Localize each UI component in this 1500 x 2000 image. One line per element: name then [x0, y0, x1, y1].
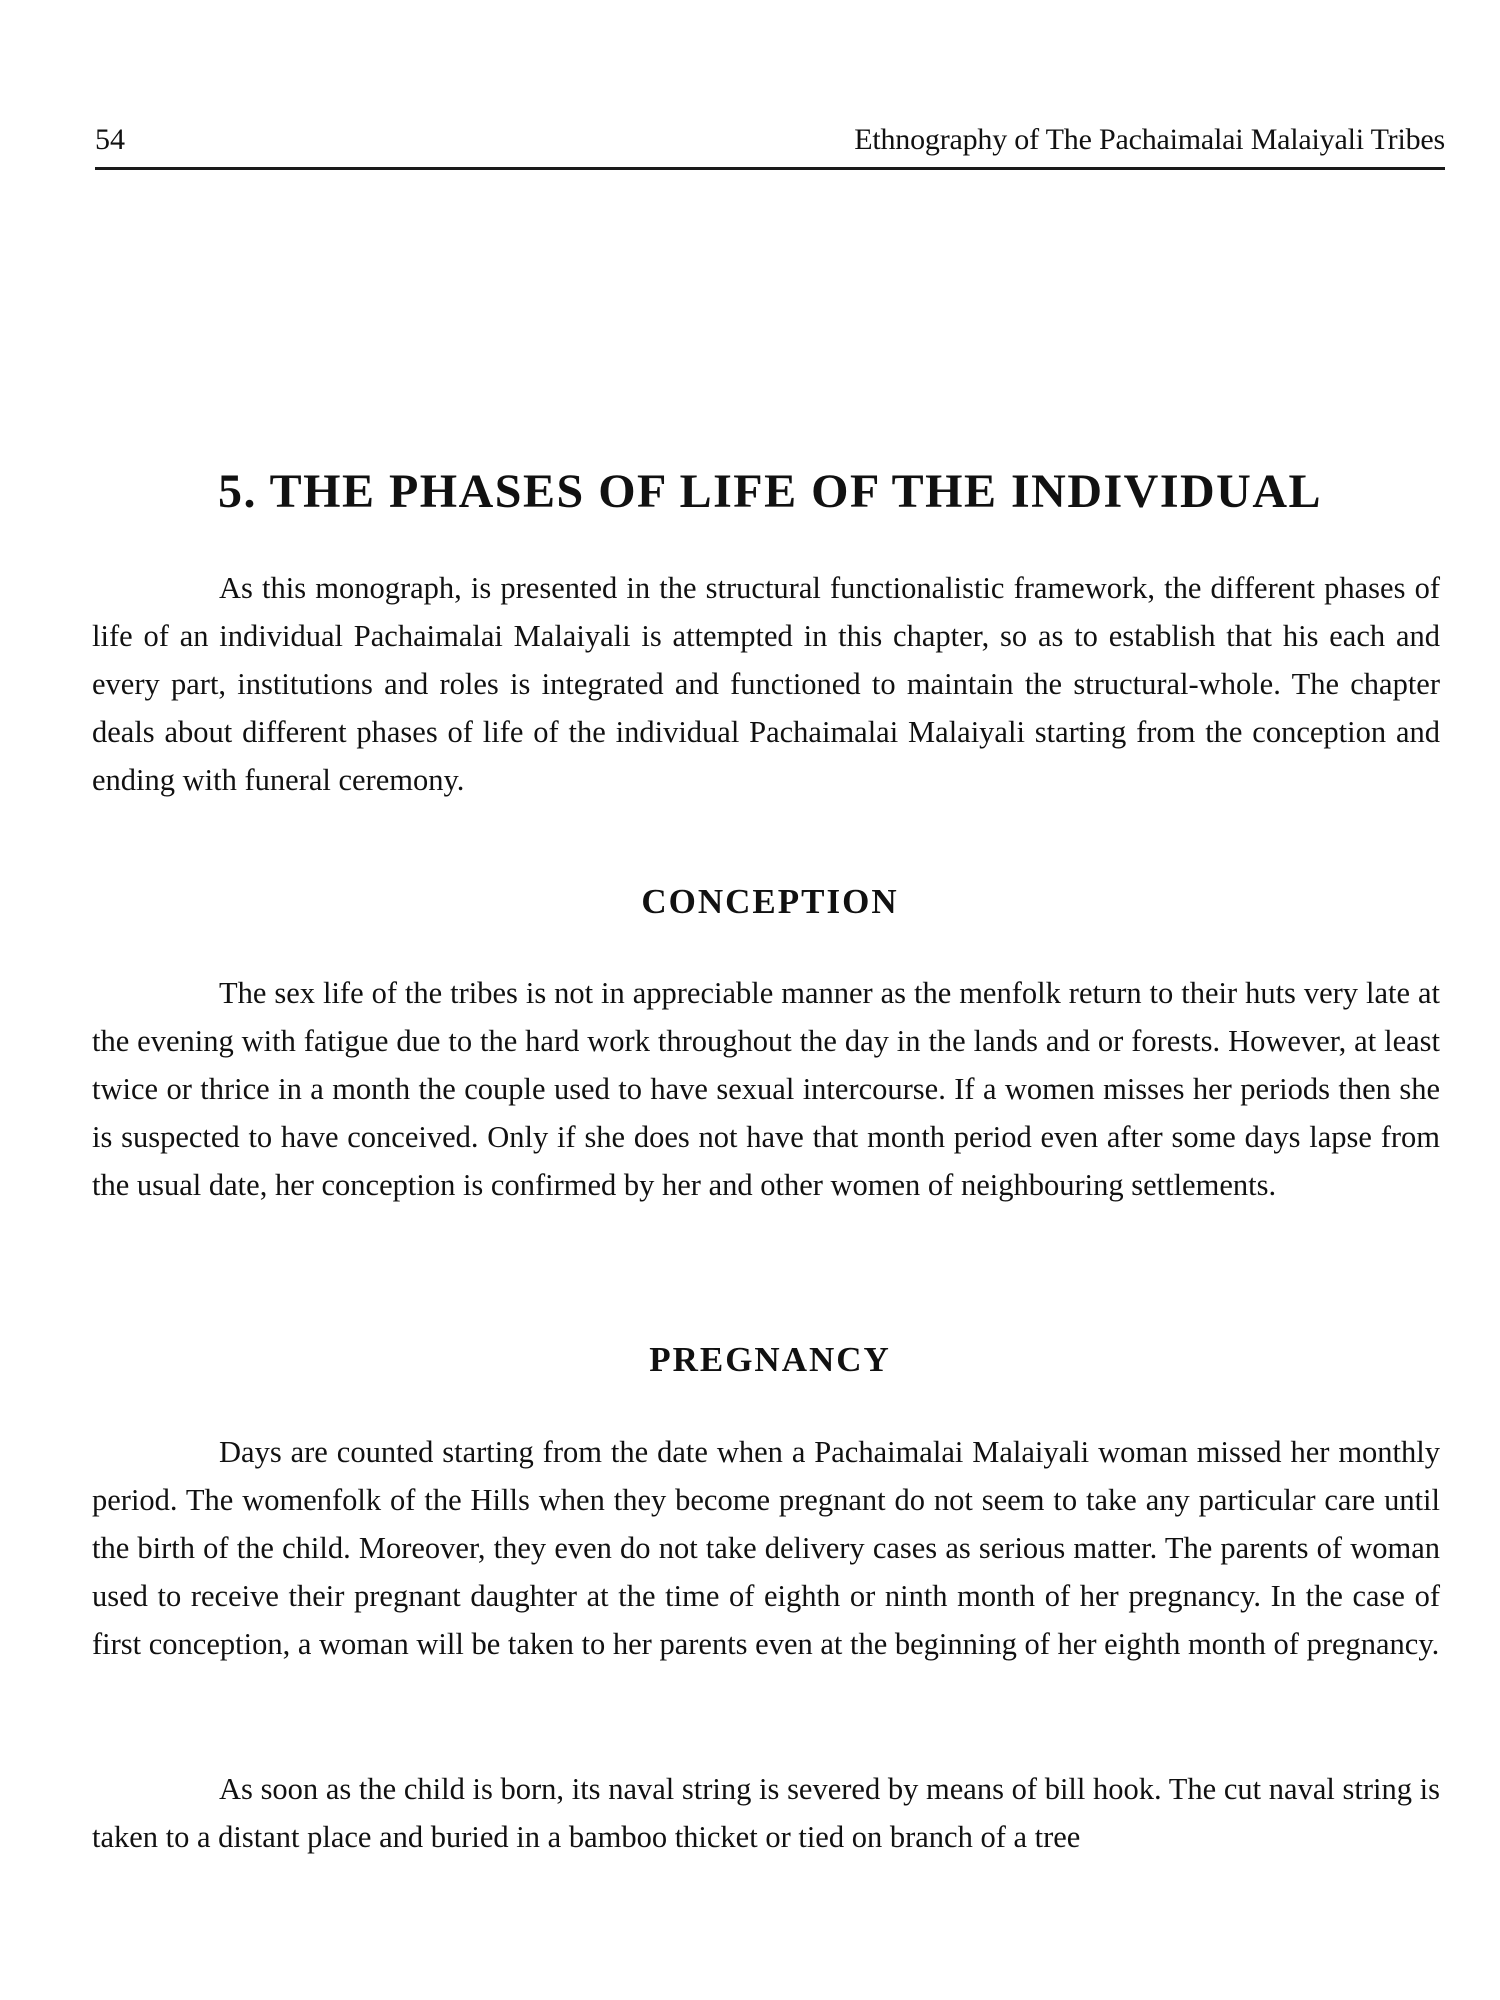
birth-paragraph: As soon as the child is born, its naval string is severed by means of bill hook. The cut naval string is taken to a distant place and buried in a bamboo thicket or tied on branch of a tree — [92, 1772, 1440, 1854]
conception-heading: CONCEPTION — [641, 882, 899, 921]
conception-paragraph: The sex life of the tribes is not in appreciable manner as the menfolk return to their huts very late at the evening with fatigue due to the hard work throughout the day in the lands and or forests. However, at least twice or thrice in a month the couple used to have sexual intercourse. If a women misses her periods then she is suspected to have conceived. Only if she does not have that month period even after some days lapse from the usual date, her conception is confirmed by her and other women of neighbouring settlements. — [92, 976, 1440, 1202]
pregnancy-heading: PREGNANCY — [649, 1340, 891, 1379]
chapter-title: 5. THE PHASES OF LIFE OF THE INDIVIDUAL — [217, 465, 1323, 518]
intro-paragraph: As this monograph, is presented in the structural functionalistic framework, the different phases of life of an individual Pachaimalai Malaiyali is attempted in this chapter, so as to establish that his each and every part, institutions and roles is integrated and functioned to maintain the structural-whole. The chapter deals about different phases of life of the individual Pachaimalai Malaiyali starting from the conception and ending with funeral ceremony. — [92, 571, 1440, 797]
header-rule — [95, 167, 1445, 170]
running-title: Ethnography of The Pachaimalai Malaiyali Tribes — [854, 123, 1445, 156]
running-header — [95, 118, 1445, 162]
pregnancy-paragraph: Days are counted starting from the date when a Pachaimalai Malaiyali woman missed her monthly period. The womenfolk of the Hills when they become pregnant do not seem to take any particular care until the birth of the child. Moreover, they even do not take delivery cases as serious matter. The parents of woman used to receive their pregnant daughter at the time of eighth or ninth month of her pregnancy. In the case of first conception, a woman will be taken to her parents even at the beginning of her eighth month of pregnancy. — [92, 1435, 1440, 1661]
page-number: 54 — [95, 123, 125, 156]
